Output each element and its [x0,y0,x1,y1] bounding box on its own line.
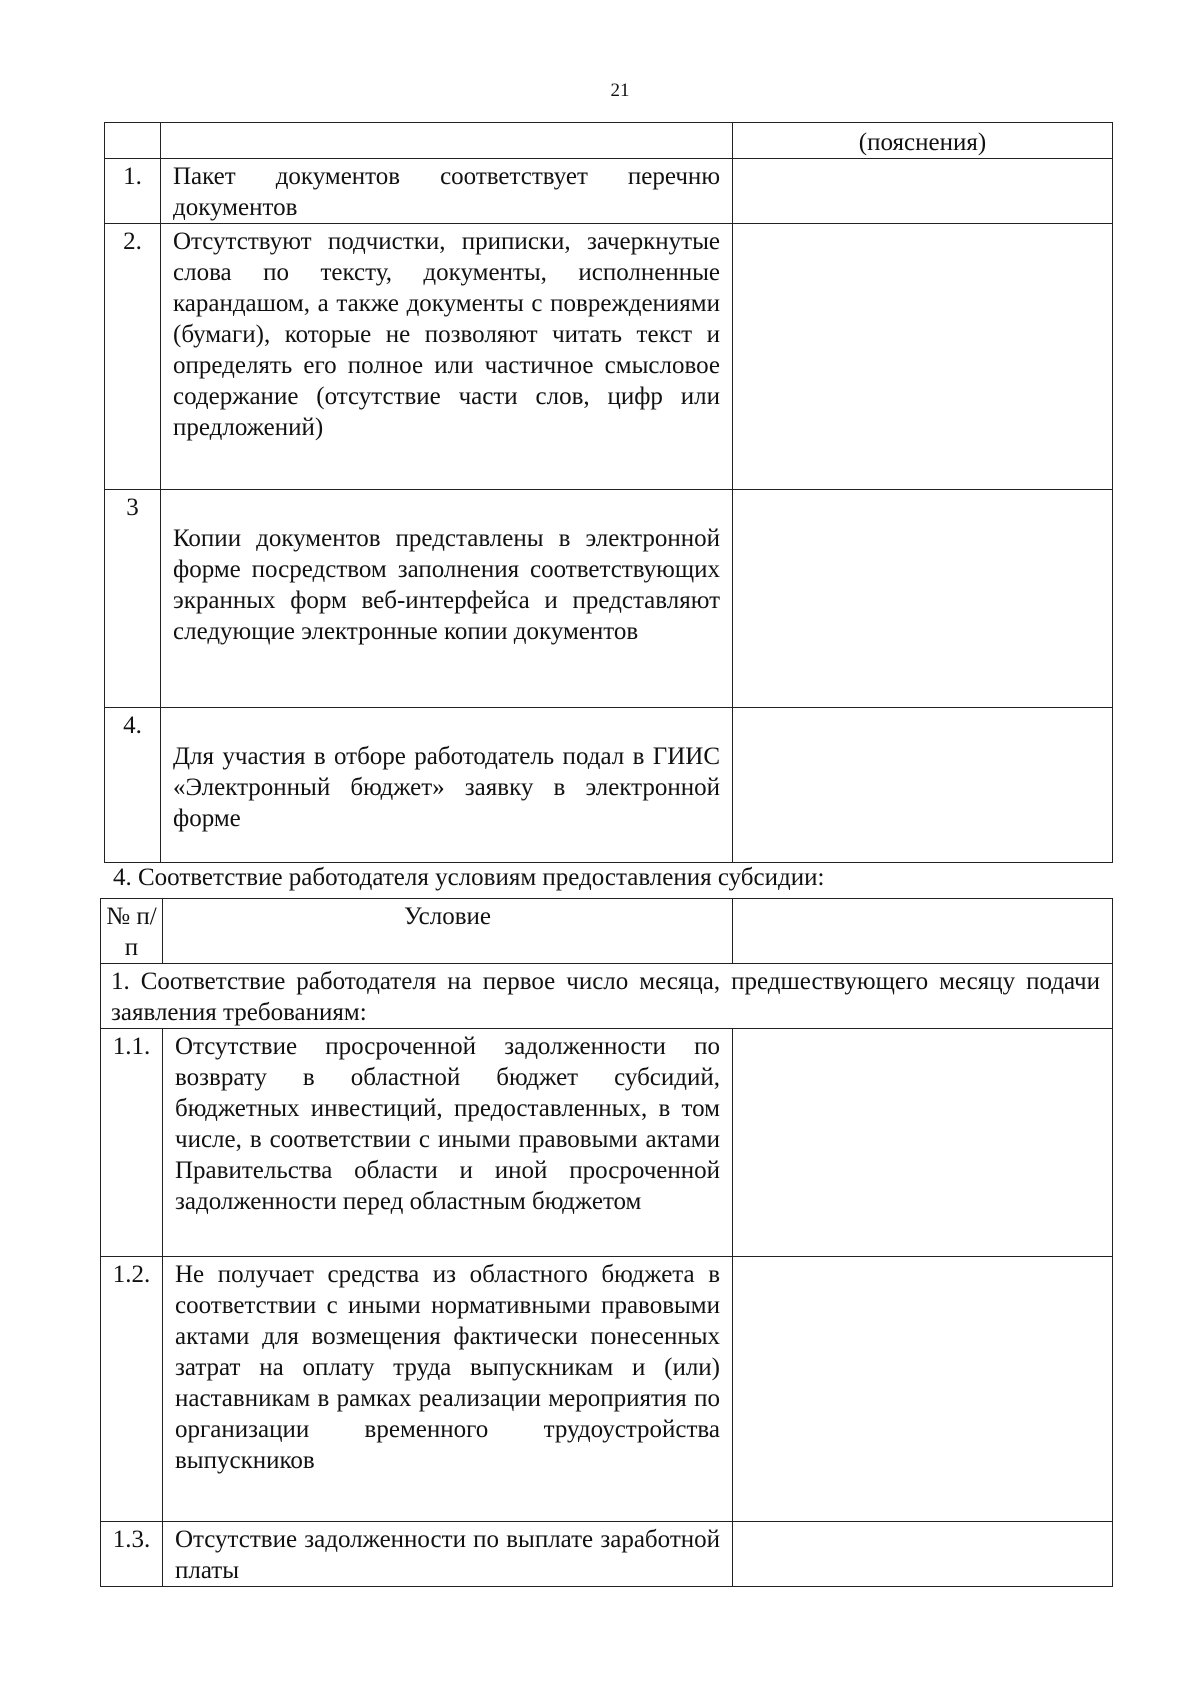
document-checklist-table [104,122,1113,863]
table-row [105,708,1113,863]
row-note [733,159,1113,224]
row-note [733,490,1113,708]
table-row [105,224,1113,490]
row-number: 1.3. [101,1522,163,1587]
row-text: Копии документов представлены в электронной форме посредством заполнения соответствующих экранных форм веб-интерфейса и представляют следующие электронные копии документов [161,490,733,708]
row-text: Не получает средства из областного бюджета в соответствии с иными нормативными правовыми актами для возмещения фактически понесенных затрат на оплату труда выпускникам и (или) наставникам в рамках реализации мероприятия по организации временного трудоустройства выпускников [163,1257,733,1522]
group-row [101,964,1113,1029]
row-number: 1.1. [101,1029,163,1257]
row-text: Для участия в отборе работодатель подал в ГИИС «Электронный бюджет» заявку в электронной форме [161,708,733,863]
table-header-row [105,123,1113,159]
header-num-cell: № п/п [101,899,163,964]
row-text: Отсутствуют подчистки, приписки, зачеркнутые слова по тексту, документы, исполненные карандашом, а также документы с повреждениями (бумаги), которые не позволяют читать текст и определять его полное или частичное смысловое содержание (отсутствие части слов, цифр или предложений) [161,224,733,490]
header-condition-cell: Условие [163,899,733,964]
row-number: 1.2. [101,1257,163,1522]
row-note [733,224,1113,490]
row-note [733,1257,1113,1522]
table-header-row [101,899,1113,964]
row-number: 1. [105,159,161,224]
table-row [105,490,1113,708]
table-row [105,159,1113,224]
table-row [101,1029,1113,1257]
row-number: 3 [105,490,161,708]
row-note [733,1029,1113,1257]
row-number: 2. [105,224,161,490]
row-note [733,1522,1113,1587]
header-num-cell [105,123,161,159]
header-explanations-cell: (пояснения) [733,123,1113,159]
row-text: Пакет документов соответствует перечню документов [161,159,733,224]
group-row-text: 1. Соответствие работодателя на первое число месяца, предшествующего месяцу подачи заявления требованиям: [101,964,1113,1029]
row-number: 4. [105,708,161,863]
table-row [101,1522,1113,1587]
section-title: 4. Соответствие работодателя условиям предоставления субсидии: [113,864,825,891]
page-number: 21 [610,80,630,101]
row-text: Отсутствие просроченной задолженности по возврату в областной бюджет субсидий, бюджетных инвестиций, предоставленных, в том числе, в соответствии с иными правовыми актами Правительства области и иной просроченной задолженности перед областным бюджетом [163,1029,733,1257]
header-text-cell [161,123,733,159]
table-row [101,1257,1113,1522]
conditions-table [100,898,1113,1587]
row-note [733,708,1113,863]
header-empty-cell [733,899,1113,964]
row-text: Отсутствие задолженности по выплате заработной платы [163,1522,733,1587]
